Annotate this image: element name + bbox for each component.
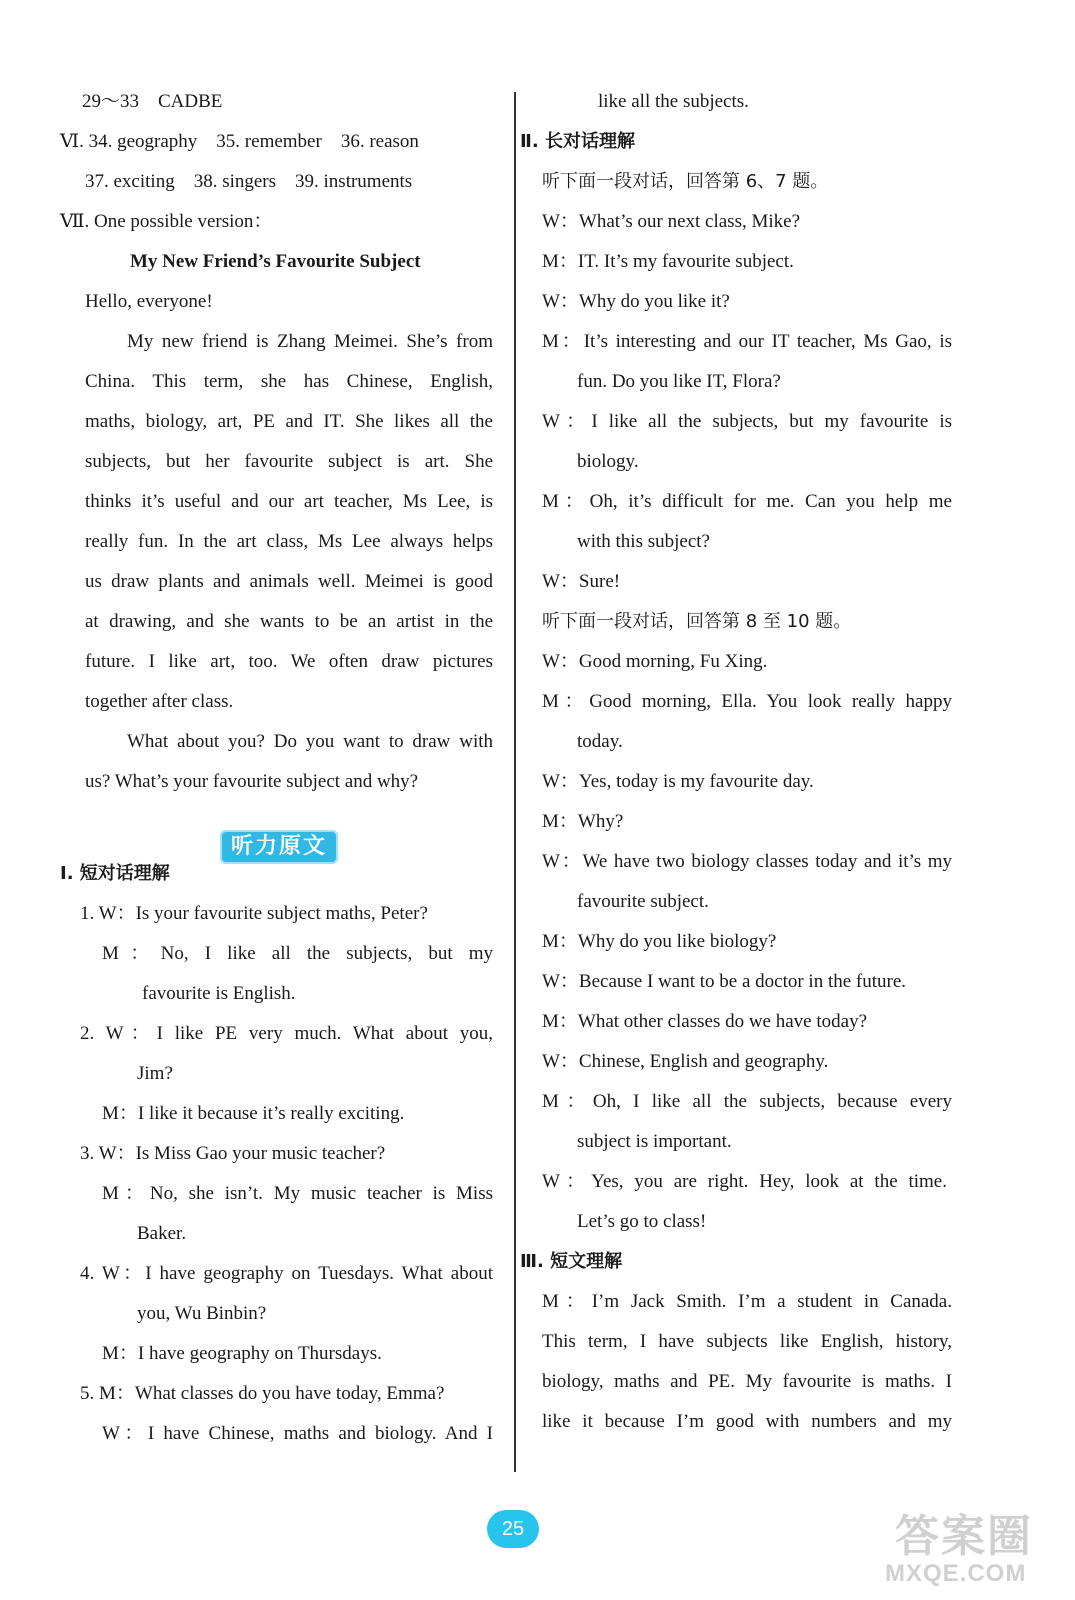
essay-line: Hello, everyone! — [85, 291, 213, 312]
watermark-text: 答案圈 — [895, 1511, 1033, 1562]
listening-transcript-label: 听力原文 — [220, 830, 338, 864]
right-line: favourite subject. — [577, 891, 709, 912]
right-line: M：IT. It’s my favourite subject. — [542, 251, 794, 272]
dialog-line: M：I have geography on Thursdays. — [102, 1343, 382, 1364]
right-line: W：I like all the subjects, but my favourite is — [542, 411, 952, 432]
answers-29-33: 29～33 CADBE — [82, 91, 223, 112]
essay-line: subjects, but her favourite subject is art. She — [85, 451, 493, 472]
essay-line: together after class. — [85, 691, 234, 712]
watermark-url: MXQE.COM — [885, 1560, 1027, 1587]
right-line: M：It’s interesting and our IT teacher, Ms Gao, is — [542, 331, 952, 352]
right-line: fun. Do you like IT, Flora? — [577, 371, 781, 392]
essay-line: maths, biology, art, PE and IT. She likes all the — [85, 411, 493, 432]
right-line: W：Because I want to be a doctor in the future. — [542, 971, 907, 992]
right-line: W：Yes, today is my favourite day. — [542, 771, 814, 792]
right-line: This term, I have subjects like English, history, — [542, 1331, 952, 1352]
right-line: 听下面一段对话，回答第 6、7 题。 — [542, 171, 829, 192]
section-i-header: Ⅰ. 短对话理解 — [60, 863, 170, 884]
right-line: M：I’m Jack Smith. I’m a student in Canada. — [542, 1291, 952, 1312]
right-line: biology. — [577, 451, 639, 472]
right-line: with this subject? — [577, 531, 710, 552]
right-line: like it because I’m good with numbers and my — [542, 1411, 952, 1432]
dialog-line: 2. W：I like PE very much. What about you, — [80, 1023, 493, 1044]
right-line: W：We have two biology classes today and it’s my — [542, 851, 952, 872]
right-line: W：Why do you like it? — [542, 291, 730, 312]
essay-line: China. This term, she has Chinese, English, — [85, 371, 493, 392]
right-line: 听下面一段对话，回答第 8 至 10 题。 — [542, 611, 852, 632]
section-ii-header: Ⅱ. 长对话理解 — [520, 131, 635, 152]
right-line: M：Why do you like biology? — [542, 931, 777, 952]
essay-line: future. I like art, too. We often draw pictures — [85, 651, 493, 672]
essay-line: What about you? Do you want to draw with — [127, 731, 493, 752]
right-line: M：Why? — [542, 811, 624, 832]
section-vi-line1: Ⅵ. 34. geography 35. remember 36. reason — [60, 131, 419, 152]
right-line: M：Oh, it’s difficult for me. Can you help me — [542, 491, 952, 512]
dialog-line: you, Wu Binbin? — [137, 1303, 267, 1324]
right-line: M：Good morning, Ella. You look really happy — [542, 691, 952, 712]
dialog-line: M：I like it because it’s really exciting. — [102, 1103, 405, 1124]
right-line: M：Oh, I like all the subjects, because every — [542, 1091, 952, 1112]
essay-line: My new friend is Zhang Meimei. She’s from — [127, 331, 493, 352]
essay-title: My New Friend’s Favourite Subject — [130, 251, 421, 272]
right-line: Let’s go to class! — [577, 1211, 707, 1232]
right-line: today. — [577, 731, 623, 752]
dialog-line: Baker. — [137, 1223, 187, 1244]
dialog-line: Jim? — [137, 1063, 173, 1084]
dialog-line: 3. W：Is Miss Gao your music teacher? — [80, 1143, 386, 1164]
watermark-logo — [885, 1500, 1060, 1595]
right-line: like all the subjects. — [598, 91, 749, 112]
dialog-line: M：No, I like all the subjects, but my — [102, 943, 493, 964]
right-line: W：What’s our next class, Mike? — [542, 211, 801, 232]
right-line: W：Yes, you are right. Hey, look at the time. — [542, 1171, 947, 1192]
dialog-line: favourite is English. — [142, 983, 296, 1004]
dialog-line: M：No, she isn’t. My music teacher is Miss — [102, 1183, 493, 1204]
dialog-line: W：I have Chinese, maths and biology. And I — [102, 1423, 493, 1444]
right-line: biology, maths and PE. My favourite is maths. I — [542, 1371, 952, 1392]
right-line: W：Good morning, Fu Xing. — [542, 651, 768, 672]
right-line: M：What other classes do we have today? — [542, 1011, 868, 1032]
right-line: W：Sure! — [542, 571, 621, 592]
right-line: subject is important. — [577, 1131, 732, 1152]
essay-line: really fun. In the art class, Ms Lee always helps — [85, 531, 493, 552]
dialog-line: 5. M：What classes do you have today, Emma? — [80, 1383, 445, 1404]
section-vii-header: Ⅶ. One possible version： — [60, 211, 273, 232]
essay-line: us draw plants and animals well. Meimei is good — [85, 571, 493, 592]
section-vi-line2: 37. exciting 38. singers 39. instruments — [85, 171, 413, 192]
essay-line: us? What’s your favourite subject and why? — [85, 771, 419, 792]
dialog-line: 4. W：I have geography on Tuesdays. What about — [80, 1263, 493, 1284]
dialog-line: 1. W：Is your favourite subject maths, Peter? — [80, 903, 428, 924]
right-line: W：Chinese, English and geography. — [542, 1051, 829, 1072]
section-iii-header: Ⅲ. 短文理解 — [520, 1251, 623, 1272]
column-divider — [514, 92, 516, 1472]
essay-line: at drawing, and she wants to be an artist in the — [85, 611, 493, 632]
essay-line: thinks it’s useful and our art teacher, Ms Lee, is — [85, 491, 493, 512]
page-number: 25 — [487, 1510, 539, 1548]
